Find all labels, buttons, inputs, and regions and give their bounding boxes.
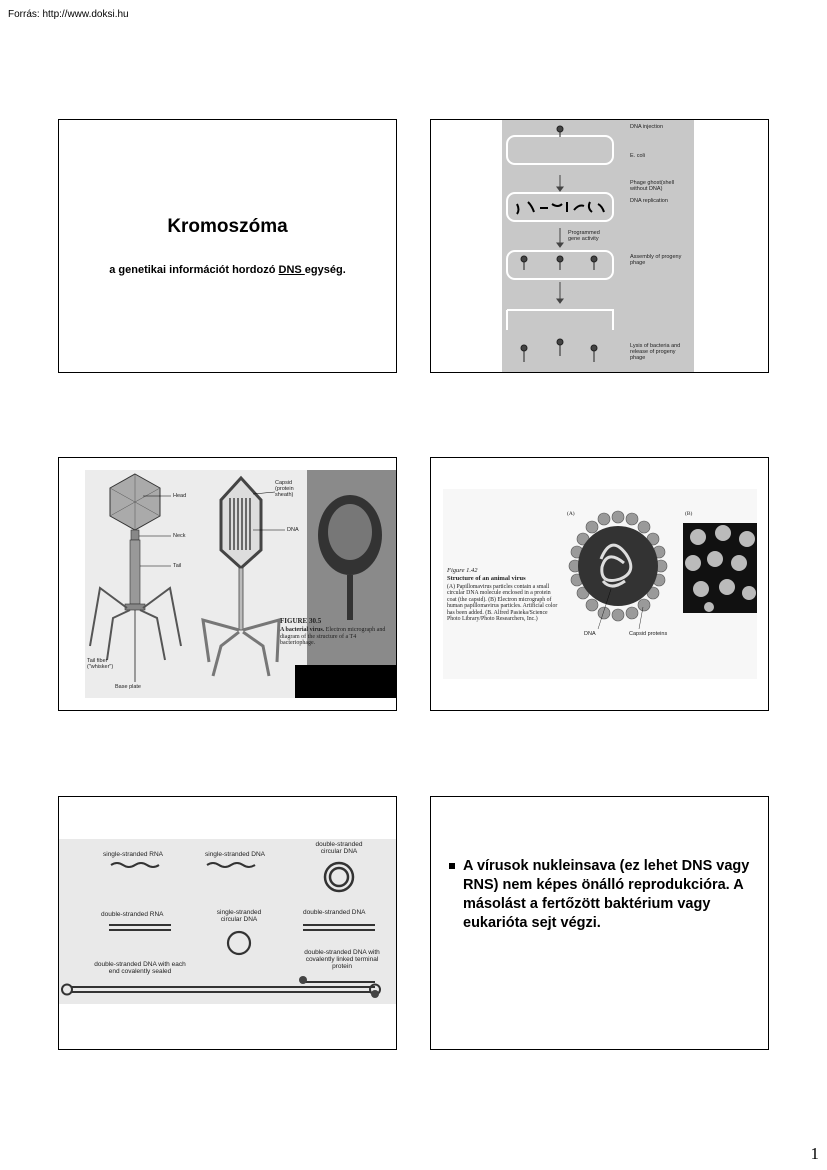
animal-virus-figure — [443, 489, 757, 679]
label-a: (A) — [567, 511, 575, 517]
lifecycle-label-lysis: Lysis of bacteria and release of progeny phage — [630, 343, 681, 362]
label-base-plate: Base plate — [115, 684, 141, 690]
label-ds-sealed: double-stranded DNA with each end covalently sealed — [94, 961, 186, 976]
slide-title — [58, 119, 397, 373]
slide-title-heading: Kromoszóma — [167, 216, 288, 237]
bullet-item — [449, 857, 759, 932]
label-capsid: Capsid (protein sheath) — [275, 480, 294, 499]
label-head: Head — [173, 493, 187, 499]
label-dna: DNA — [287, 527, 299, 533]
slide-nucleic-acid-types — [58, 796, 397, 1050]
label-ds-circular-dna: double-stranded circular DNA — [315, 841, 363, 856]
label-ds-dna: double-stranded DNA — [303, 909, 366, 916]
bacteriophage-diagram — [85, 470, 397, 698]
lifecycle-figure — [502, 120, 694, 372]
lifecycle-label-ecoli: E. coli — [630, 153, 645, 159]
caption-body — [280, 627, 392, 647]
lifecycle-label-phage-ghost: Phage ghost(shell without DNA) — [630, 180, 675, 193]
label-ds-protein: double-stranded DNA with covalently linked terminal protein — [304, 949, 380, 971]
caption-title: FIGURE 30.5 — [280, 617, 322, 625]
figure-text: (A) Papillomavirus particles contain a small circular DNA molecule enclosed in a protein coat (the capsid). (B) Electron micrograph of human papillomavirus particles. Artificial color has been added. (B. Alfred Pasieka/Science Photo Library/Photo Researchers, Inc.) — [447, 584, 558, 622]
label-dna: DNA — [584, 631, 596, 637]
nucleic-acid-figure — [59, 839, 396, 1004]
figure-subtitle: Structure of an animal virus — [447, 575, 526, 582]
label-ss-dna: single-stranded DNA — [205, 851, 265, 858]
bullet-text: A vírusok nukleinsava (ez lehet DNS vagy RNS) nem képes önálló reprodukcióra. A másolást a fertőzött baktérium vagy eukarióta sejt végzi. — [463, 858, 750, 931]
slide-animal-virus — [430, 457, 769, 711]
label-tail-fiber: Tail fiber ("whisker") — [87, 658, 114, 671]
label-neck: Neck — [173, 533, 186, 539]
label-b: (B) — [685, 511, 693, 517]
subtitle-text-post: egység. — [304, 264, 346, 276]
label-ds-rna: double-stranded RNA — [101, 911, 164, 918]
slide-phage-lifecycle — [430, 119, 769, 373]
lifecycle-label-dna-injection: DNA injection — [630, 124, 664, 130]
slide-bacteriophage — [58, 457, 397, 711]
page-number: 1 — [810, 1144, 819, 1163]
lifecycle-label-assembly: Assembly of progeny phage — [630, 254, 682, 267]
caption-text: Electron micrograph and diagram of the structure of a T4 bacteriophage. — [280, 627, 386, 647]
label-ss-rna: single-stranded RNA — [103, 851, 163, 858]
subtitle-dns-link[interactable]: DNS — [278, 264, 305, 276]
subtitle-text-pre: a genetikai információt hordozó — [109, 264, 279, 276]
figure-title: Figure 1.42 — [447, 567, 478, 574]
bullet-marker-icon — [449, 863, 455, 869]
slide-virus-text — [430, 796, 769, 1050]
lifecycle-label-gene-activity: Programmed gene activity — [568, 230, 600, 243]
label-tail: Tail — [173, 563, 182, 569]
label-ss-circular-dna: single-stranded circular DNA — [216, 909, 262, 924]
source-header: Forrás: http://www.doksi.hu — [8, 9, 129, 20]
label-capsid-proteins: Capsid proteins — [629, 631, 668, 637]
lifecycle-label-dna-replication: DNA replication — [630, 198, 668, 204]
caption-bold: A bacterial virus. — [280, 627, 325, 633]
slide-subtitle — [59, 264, 396, 276]
bacteriophage-figure — [85, 470, 397, 698]
